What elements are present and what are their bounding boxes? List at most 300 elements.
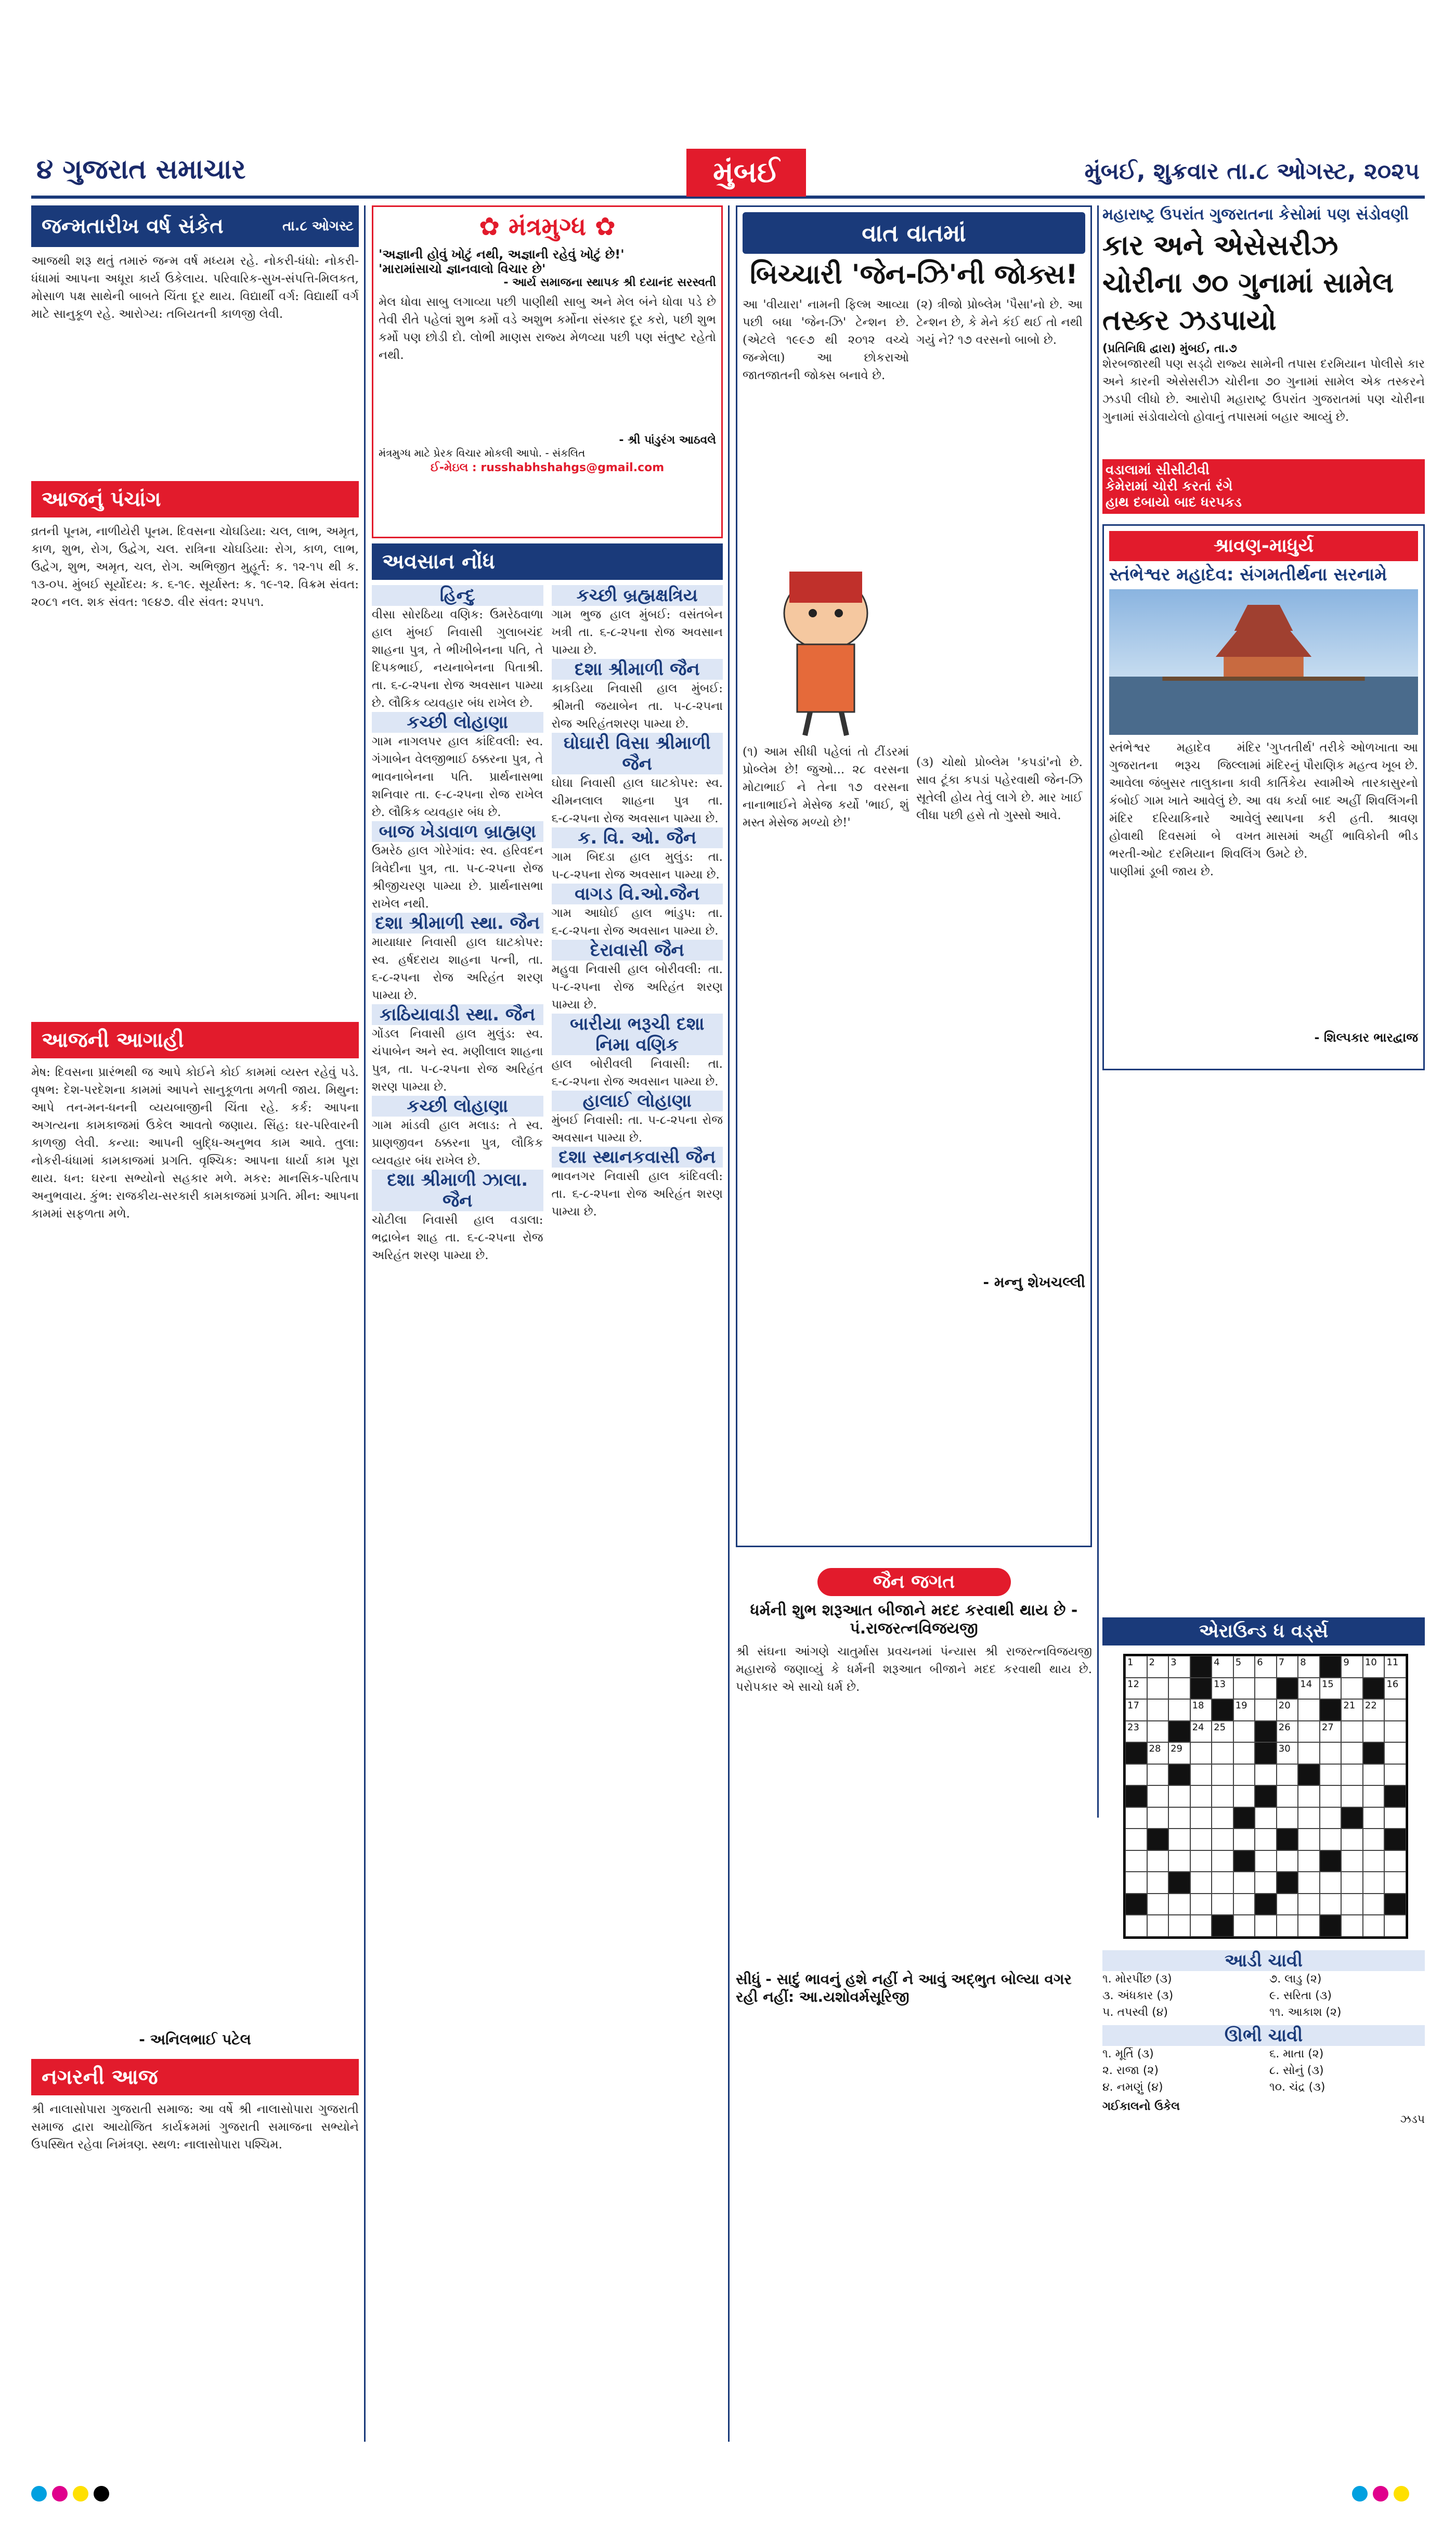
crossword-cell[interactable] bbox=[1320, 1764, 1342, 1786]
down-clue: ૪. નમણું (૪) bbox=[1102, 2081, 1163, 2094]
left-column bbox=[31, 205, 359, 2431]
panchang-text: વ્રતની પૂનમ, નાળીયેરી પૂનમ. દિવસના ચોઘડિયા: ચલ, લાભ, અમૃત, કાળ, શુભ, રોગ, ઉદ્વેગ, ચલ. રાત્રિના ચોઘડિયા: રોગ, કાળ, લાભ, ઉદ્વેગ, શુભ, અમૃત, ચલ, રોગ. અભિજીત મુહૂર્ત: ક. ૧૨-૧૫ થી ક. ૧૩-૦૫. મુંબઈ સૂર્યોદય: ક. ૬-૧૯. સૂર્યાસ્ત: ક. ૧૯-૧૨. વિક્રમ સંવત: ૨૦૮૧ નલ. શક સંવત: ૧૯૪૭. વીર સંવત: ૨૫૫૧. bbox=[31, 525, 359, 609]
crossword-cell[interactable] bbox=[1212, 1829, 1233, 1850]
crossword-cell[interactable] bbox=[1255, 1829, 1277, 1850]
obituary-entry: ગામ માંડવી હાલ મલાડ: તે સ્વ. પ્રાણજીવન ઠક્કરના પુત્ર, લૌકિક વ્યવહાર બંધ રાખેલ છે. bbox=[372, 1119, 543, 1168]
crossword-cell bbox=[1255, 1894, 1277, 1915]
crossword-cell bbox=[1168, 1721, 1190, 1743]
joke-text-3: (૨) ત્રીજો પ્રોબ્લેમ 'પૈસા'નો છે. આ ટેન્શન છે, કે મેને કંઈ થઈ તો નથી ગયું ને? ૧૭ વરસનો બાબો છે. bbox=[916, 298, 1083, 347]
column-divider bbox=[364, 205, 366, 2442]
crossword-cell bbox=[1384, 1894, 1406, 1915]
crossword-cell[interactable] bbox=[1212, 1764, 1233, 1786]
crossword-grid bbox=[1123, 1654, 1408, 1939]
crossword-cell[interactable] bbox=[1384, 1721, 1406, 1743]
down-clue: ૧. મૂર્તિ (૩) bbox=[1102, 2047, 1154, 2061]
crossword-cell[interactable] bbox=[1147, 1872, 1169, 1894]
down-clue: ૧૦. ચંદ્ર (૩) bbox=[1269, 2081, 1325, 2094]
registration-mark bbox=[73, 2486, 88, 2502]
crossword-cell-number: 13 bbox=[1214, 1678, 1226, 1690]
crossword-cell[interactable] bbox=[1363, 1764, 1385, 1786]
crossword-cell-number: 2 bbox=[1149, 1657, 1155, 1668]
obituary-section-header: હાલાઈ લોહાણા bbox=[552, 1091, 723, 1111]
temple-author: - શિલ્પકાર ભારદ્વાજ bbox=[1314, 1030, 1418, 1045]
birthday-date: તા.૮ ઓગસ્ટ bbox=[282, 218, 354, 234]
crossword-cell[interactable] bbox=[1168, 1850, 1190, 1872]
mantra-title-text: મંત્રમુગ્ધ bbox=[508, 212, 587, 241]
crossword-cell[interactable] bbox=[1125, 1850, 1147, 1872]
temple-text-1: સ્તંભેશ્વર મહાદેવ મંદિર ગુજરાતના ભરૂચ જિલ્લામાં આવેલા જંબુસર તાલુકાના કાવી કંબોઈ ગામ ખાતે આવેલું છે. આ મંદિર દરિયાકિનારે આવેલું હોવાથી દિવસમાં બે વખત ભરતી-ઓટ દરમિયાન શિવલિંગ પાણીમાં ડૂબી જાય છે. bbox=[1109, 741, 1261, 878]
crossword-cell[interactable] bbox=[1168, 1894, 1190, 1915]
crossword-cell[interactable] bbox=[1363, 1829, 1385, 1850]
crossword-cell[interactable] bbox=[1168, 1656, 1190, 1678]
masthead bbox=[31, 149, 1425, 199]
crossword-clues bbox=[1102, 1950, 1425, 2126]
crossword-cell[interactable] bbox=[1277, 1699, 1298, 1721]
across-clue: ૩. અંધકાર (૩) bbox=[1102, 1989, 1174, 2002]
crossword-cell bbox=[1212, 1915, 1233, 1937]
registration-mark bbox=[1373, 2486, 1388, 2502]
crossword-cell bbox=[1277, 1872, 1298, 1894]
dharma-section bbox=[736, 1568, 1092, 2431]
crossword-cell[interactable] bbox=[1233, 1829, 1255, 1850]
crossword-cell[interactable] bbox=[1277, 1894, 1298, 1915]
obituary-entry: ગોંડલ નિવાસી હાલ મુલુંડ: સ્વ. ચંપાબેન અને સ્વ. મણીલાલ શાહના પુત્ર, તા. ૫-૮-૨૫ના રોજ અરિહંત શરણ પામ્યા છે. bbox=[372, 1027, 543, 1094]
crossword-cell[interactable] bbox=[1168, 1742, 1190, 1764]
joke-headline: બિચ્ચારી 'જેન-ઝિ'ની જોક્સ! bbox=[750, 259, 1078, 290]
crossword-cell[interactable] bbox=[1277, 1807, 1298, 1829]
obituary-section-header: બારીયા ભરૂચી દશા નિમા વણિક bbox=[552, 1014, 723, 1055]
crossword-cell[interactable] bbox=[1255, 1915, 1277, 1937]
crossword-cell[interactable] bbox=[1277, 1656, 1298, 1678]
obituary-entry: કાકડિયા નિવાસી હાલ મુંબઈ: શ્રીમતી જયાબેન તા. ૫-૮-૨૫ના રોજ અરિહંતશરણ પામ્યા છે. bbox=[551, 682, 723, 731]
crossword-cell[interactable] bbox=[1341, 1678, 1363, 1700]
crossword-cell[interactable] bbox=[1384, 1678, 1406, 1700]
crossword-cell[interactable] bbox=[1212, 1721, 1233, 1743]
crossword-cell[interactable] bbox=[1363, 1850, 1385, 1872]
city-title: નગરની આજ bbox=[31, 2059, 359, 2095]
crossword-cell bbox=[1277, 1678, 1298, 1700]
crossword-cell[interactable] bbox=[1147, 1699, 1169, 1721]
joke-column bbox=[736, 205, 1092, 1558]
crossword-cell bbox=[1277, 1829, 1298, 1850]
crossword-cell[interactable] bbox=[1255, 1678, 1277, 1700]
crossword-cell-number: 5 bbox=[1235, 1657, 1242, 1668]
crossword-cell[interactable] bbox=[1168, 1915, 1190, 1937]
birthday-title: જન્મતારીખ વર્ષ સંકેત bbox=[42, 214, 224, 238]
crossword-cell[interactable] bbox=[1341, 1764, 1363, 1786]
crossword-cell[interactable] bbox=[1190, 1742, 1212, 1764]
crossword-cell[interactable] bbox=[1147, 1721, 1169, 1743]
news-highlight-line: વડાલામાં સીસીટીવી bbox=[1106, 462, 1210, 478]
crossword-cell bbox=[1320, 1699, 1342, 1721]
forecast-text: મેષ: દિવસના પ્રારંભથી જ આપે કોઈને કોઈ કામમાં વ્યસ્ત રહેવું પડે. વૃષભ: દેશ-પરદેશના કામમાં આપને સાનુકૂળતા મળતી જાય. મિથુન: આપે તન-મન-ધનની વ્યયબાજીની ચિંતા રહે. કર્ક: આપના અગત્યના કામકાજમાં ઉકેલ આવતો જણાય. સિંહ: ઘર-પરિવારની કાળજી લેવી. કન્યા: આપની બુદ્ધિ-અનુભવ કામ આવે. તુલા: નોકરી-ધંધામાં કામકાજમાં પ્રગતિ. વૃશ્ચિક: આપના ધાર્યા કામ પૂરા થાય. ધન: ઘરના સભ્યોનો સહકાર મળે. મકર: માનસિક-પરિતાપ અનુભવાય. કુંભ: રાજકીય-સરકારી કામકાજમાં પ્રગતિ. મીન: આપના કામમાં સફળતા મળે. bbox=[31, 1066, 359, 1221]
crossword-cell bbox=[1212, 1699, 1233, 1721]
crossword-cell[interactable] bbox=[1341, 1915, 1363, 1937]
crossword-cell[interactable] bbox=[1255, 1764, 1277, 1786]
crossword-cell[interactable] bbox=[1233, 1656, 1255, 1678]
crossword-cell bbox=[1125, 1742, 1147, 1764]
crossword-cell[interactable] bbox=[1320, 1721, 1342, 1743]
crossword-cell[interactable] bbox=[1277, 1850, 1298, 1872]
crossword-cell[interactable] bbox=[1320, 1872, 1342, 1894]
joke-text-2: (૧) આમ સીધી પહેલાં તો ટીંડરમાં પ્રોબ્લેમ છે! જુઓ... ૨૮ વરસના મોટાભાઈ ને તેના ૧૭ વરસના નાનાભાઈને મેસેજ કર્યો 'ભાઈ, શું મસ્ત મેસેજ મળ્યો છે!' bbox=[743, 745, 909, 830]
joke-right bbox=[916, 296, 1083, 1274]
crossword-cell[interactable] bbox=[1298, 1807, 1320, 1829]
crossword-cell[interactable] bbox=[1320, 1894, 1342, 1915]
obituary-entry: ગામ ભુજ હાલ મુંબઈ: વસંતબેન ખત્રી તા. ૬-૮-૨૫ના રોજ અવસાન પામ્યા છે. bbox=[551, 608, 723, 657]
crossword-cell bbox=[1125, 1894, 1147, 1915]
crossword-cell[interactable] bbox=[1125, 1656, 1147, 1678]
crossword-cell[interactable] bbox=[1190, 1894, 1212, 1915]
crossword-cell[interactable] bbox=[1168, 1807, 1190, 1829]
obituary-section-header: કચ્છી લોહાણા bbox=[372, 1096, 543, 1117]
crossword-footer: ઝડપ bbox=[1400, 2113, 1425, 2126]
crossword-cell bbox=[1147, 1829, 1169, 1850]
crossword-cell[interactable] bbox=[1277, 1785, 1298, 1807]
mantra-author-2: - શ્રી પાંડુરંગ આઠવલે bbox=[619, 434, 716, 447]
obituary-entry: વીસા સોરઠિયા વણિક: ઉમરેઠવાળા હાલ મુંબઈ નિવાસી ગુલાબચંદ શાહના પુત્ર, તે ભીખીબેનના પતિ, તે દિપકભાઈ, નયનાબેનના પિતાશ્રી. તા. ૬-૮-૨૫ના રોજ અવસાન પામ્યા છે. લૌકિક વ્યવહાર બંધ રાખેલ છે. bbox=[372, 608, 543, 710]
joke-body bbox=[743, 296, 1085, 1274]
crossword-cell-number: 8 bbox=[1300, 1657, 1306, 1668]
crossword-cell[interactable] bbox=[1298, 1894, 1320, 1915]
crossword-cell[interactable] bbox=[1298, 1915, 1320, 1937]
crossword-cell[interactable] bbox=[1320, 1829, 1342, 1850]
crossword-cell-number: 27 bbox=[1321, 1721, 1334, 1733]
crossword-cell[interactable] bbox=[1384, 1764, 1406, 1786]
crossword-cell[interactable] bbox=[1190, 1872, 1212, 1894]
crossword-cell[interactable] bbox=[1212, 1656, 1233, 1678]
registration-mark bbox=[52, 2486, 68, 2502]
obituary-entry: ગામ આધોઈ હાલ ભાંડુપ: તા. ૬-૮-૨૫ના રોજ અવસાન પામ્યા છે. bbox=[551, 906, 723, 938]
obituary-entry: ભાવનગર નિવાસી હાલ કાંદિવલી: તા. ૬-૮-૨૫ના રોજ અરિહંત શરણ પામ્યા છે. bbox=[551, 1170, 723, 1219]
crossword-cell[interactable] bbox=[1341, 1656, 1363, 1678]
crossword-cell[interactable] bbox=[1363, 1894, 1385, 1915]
crossword-cell[interactable] bbox=[1363, 1721, 1385, 1743]
obituary-entry: મુંબઈ નિવાસી: તા. ૫-૮-૨૫ના રોજ અવસાન પામ્યા છે. bbox=[551, 1113, 723, 1145]
crossword-cell[interactable] bbox=[1168, 1785, 1190, 1807]
crossword-cell[interactable] bbox=[1298, 1678, 1320, 1700]
shravan-box bbox=[1102, 524, 1425, 1070]
crossword-cell[interactable] bbox=[1190, 1699, 1212, 1721]
across-clue: ૭. લાડુ (૨) bbox=[1269, 1973, 1322, 1986]
joke-left bbox=[743, 296, 909, 1274]
page-number-and-paper bbox=[36, 154, 246, 186]
birthday-header bbox=[31, 205, 359, 247]
crossword-cell-number: 28 bbox=[1149, 1743, 1161, 1755]
crossword-cell[interactable] bbox=[1233, 1721, 1255, 1743]
crossword-cell-number: 20 bbox=[1278, 1700, 1291, 1712]
column-divider bbox=[1097, 205, 1099, 1818]
crossword-cell[interactable] bbox=[1363, 1699, 1385, 1721]
crossword-cell-number: 17 bbox=[1127, 1700, 1139, 1712]
crossword-cell bbox=[1255, 1721, 1277, 1743]
obituary-section-header: દશા સ્થાનકવાસી જૈન bbox=[552, 1147, 723, 1168]
crossword-cell[interactable] bbox=[1255, 1872, 1277, 1894]
crossword-cell[interactable] bbox=[1384, 1656, 1406, 1678]
crossword-cell-number: 25 bbox=[1214, 1721, 1226, 1733]
crossword-cell[interactable] bbox=[1147, 1678, 1169, 1700]
crossword-cell[interactable] bbox=[1384, 1742, 1406, 1764]
crossword-cell[interactable] bbox=[1190, 1764, 1212, 1786]
crossword-cell-number: 11 bbox=[1386, 1657, 1399, 1668]
crossword-cell-number: 4 bbox=[1214, 1657, 1220, 1668]
news-text: શેરબજારથી પણ સડ્ઢો રાજ્ય સામેની તપાસ દરમિયાન પોલીસે કાર અને કારની એસેસરીઝ ચોરીના ૭૦ ગુનામાં સામેલ એક તસ્કરને ઝડપી લીધો છે. આરોપી મહારાષ્ટ્ર ઉપરાંત ગુજરાતમાં પણ ચોરીના ગુનામાં સંડોવાયેલો હોવાનું તપાસમાં બહાર આવ્યું છે. bbox=[1102, 357, 1425, 424]
obituary-entry: ગામ બિદડા હાલ મુલુંડ: તા. ૫-૮-૨૫ના રોજ અવસાન પામ્યા છે. bbox=[551, 850, 723, 882]
news-highlight bbox=[1102, 459, 1425, 514]
news-kicker: મહારાષ્ટ્ર ઉપરાંત ગુજરાતના કેસોમાં પણ સંડોવણી bbox=[1102, 205, 1409, 224]
crossword-cell[interactable] bbox=[1320, 1785, 1342, 1807]
crossword-section bbox=[1102, 1617, 1425, 2434]
dharma-text: શ્રી સંઘના આંગણે ચાતુર્માસ પ્રવચનમાં પંન્યાસ શ્રી રાજરત્નવિજયજી મહારાજે જણાવ્યું કે ધર્મની શરૂઆત બીજાને મદદ કરવાથી થાય છે. પરોપકાર એ સાચો ધર્મ છે. bbox=[736, 1645, 1092, 1694]
crossword-cell[interactable] bbox=[1255, 1699, 1277, 1721]
lotus-icon: ✿ bbox=[586, 212, 616, 241]
crossword-cell[interactable] bbox=[1125, 1915, 1147, 1937]
mantra-email: ઈ-મેઇલ : russhabhshahgs@gmail.com bbox=[430, 461, 665, 474]
crossword-cell[interactable] bbox=[1255, 1850, 1277, 1872]
crossword-cell[interactable] bbox=[1298, 1785, 1320, 1807]
joke-text-1: આ 'વીયારા' નામની ફિલ્મ આવ્યા પછી બધા 'જેન-ઝિ' ટેન્શન છે. (એટલે ૧૯૯૭ થી ૨૦૧૨ વચ્ચે જન્મેલા) આ છોકરાઓ જાતજાતની જોક્સ બનાવે છે. bbox=[743, 298, 909, 382]
news-headline: કાર અને એસેસરીઝ ચોરીના ૭૦ ગુનામાં સામેલ તસ્કર ઝડપાયો bbox=[1102, 229, 1394, 336]
crossword-cell-number: 15 bbox=[1321, 1678, 1334, 1690]
crossword-cell[interactable] bbox=[1212, 1807, 1233, 1829]
crossword-cell[interactable] bbox=[1147, 1764, 1169, 1786]
joke-text-4: (૩) ચોથો પ્રોબ્લેમ 'કપડાં'નો છે. સાવ ટૂંકા કપડાં પહેરવાથી જેન-ઝિ સૂતેલી હોય તેવું લાગે છે. માર ખાઈ લીધા પછી હસે તો ગુસ્સો આવે. bbox=[916, 756, 1083, 822]
crossword-cell bbox=[1190, 1678, 1212, 1700]
obituary-entry: હાલ બોરીવલી નિવાસી: તા. ૬-૮-૨૫ના રોજ અવસાન પામ્યા છે. bbox=[551, 1057, 723, 1088]
down-title: ઊભી ચાવી bbox=[1102, 2025, 1425, 2046]
crossword-cell[interactable] bbox=[1341, 1721, 1363, 1743]
crossword-cell[interactable] bbox=[1298, 1721, 1320, 1743]
crossword-cell[interactable] bbox=[1298, 1699, 1320, 1721]
down-clue: ૮. સોનું (૩) bbox=[1269, 2064, 1324, 2077]
crossword-cell[interactable] bbox=[1233, 1764, 1255, 1786]
temple-text-columns bbox=[1109, 739, 1418, 1030]
crossword-cell-number: 12 bbox=[1127, 1678, 1139, 1690]
down-clues bbox=[1102, 2046, 1425, 2096]
crossword-cell[interactable] bbox=[1125, 1829, 1147, 1850]
joke-box bbox=[736, 205, 1092, 1547]
crossword-cell[interactable] bbox=[1277, 1742, 1298, 1764]
crossword-cell[interactable] bbox=[1147, 1785, 1169, 1807]
down-clue: ૬. માતા (૨) bbox=[1269, 2047, 1324, 2061]
crossword-cell[interactable] bbox=[1125, 1872, 1147, 1894]
crossword-cell[interactable] bbox=[1277, 1764, 1298, 1786]
crossword-cell[interactable] bbox=[1277, 1915, 1298, 1937]
obituary-entry: મહુવા નિવાસી હાલ બોરીવલી: તા. ૫-૮-૨૫ના રોજ અરિહંત શરણ પામ્યા છે. bbox=[551, 963, 723, 1012]
crossword-cell[interactable] bbox=[1190, 1785, 1212, 1807]
page-number: ૪ bbox=[36, 154, 54, 185]
dharma-title: જૈન જગત bbox=[817, 1568, 1011, 1596]
crossword-cell[interactable] bbox=[1298, 1850, 1320, 1872]
crossword-cell-number: 21 bbox=[1343, 1700, 1356, 1712]
obituary-section-header: વાગડ વિ.ઓ.જૈન bbox=[552, 884, 723, 904]
crossword-cell bbox=[1341, 1807, 1363, 1829]
crossword-cell bbox=[1363, 1742, 1385, 1764]
crossword-cell-number: 22 bbox=[1364, 1700, 1377, 1712]
crossword-cell[interactable] bbox=[1233, 1678, 1255, 1700]
mantra-title bbox=[379, 212, 716, 242]
crossword-cell[interactable] bbox=[1212, 1785, 1233, 1807]
temple-text-2: 'ગુપ્તતીર્થ' તરીકે ઓળખાતા આ મંદિરનું પૌરાણિક મહત્વ ખૂબ છે. કાર્તિકેય સ્વામીએ તારકાસુરનો વધ કર્યા બાદ અહીં શિવલિંગની સ્થાપના કરી હતી. શ્રાવણ માસમાં અહીં ભાવિકોની ભીડ ઉમટે છે. bbox=[1266, 741, 1418, 861]
crossword-cell[interactable] bbox=[1147, 1915, 1169, 1937]
crossword-cell[interactable] bbox=[1125, 1764, 1147, 1786]
crossword-cell[interactable] bbox=[1212, 1850, 1233, 1872]
crossword-cell[interactable] bbox=[1168, 1829, 1190, 1850]
crossword-cell[interactable] bbox=[1384, 1850, 1406, 1872]
crossword-cell[interactable] bbox=[1233, 1894, 1255, 1915]
mantra-footer: મંત્રમુગ્ધ માટે પ્રેરક વિચાર મોકલી આપો. - સંકલિત bbox=[379, 447, 586, 459]
crossword-cell-number: 10 bbox=[1364, 1657, 1377, 1668]
crossword-cell[interactable] bbox=[1168, 1678, 1190, 1700]
joke-title: વાત વાતમાં bbox=[743, 212, 1085, 254]
crossword-cell[interactable] bbox=[1341, 1742, 1363, 1764]
crossword-cell bbox=[1363, 1678, 1385, 1700]
temple-photo bbox=[1109, 589, 1418, 735]
lotus-icon: ✿ bbox=[479, 212, 509, 241]
crossword-cell-number: 24 bbox=[1192, 1721, 1204, 1733]
panchang-title: આજનું પંચાંગ bbox=[31, 481, 359, 517]
obituary-entry: ગામ નાગલપર હાલ કાંદિવલી: સ્વ. ગંગાબેન વેલજીભાઈ ઠક્કરના પુત્ર, તે ભાવનાબેનના પતિ. પ્રાર્થનાસભા શનિવાર તા. ૯-૮-૨૫ના રોજ રાખેલ છે. લૌકિક વ્યવહાર બંધ છે. bbox=[372, 735, 543, 819]
temple-headline: સ્તંભેશ્વર મહાદેવ: સંગમતીર્થના સરનામે bbox=[1109, 564, 1387, 585]
crossword-cell-number: 16 bbox=[1386, 1678, 1399, 1690]
crossword-cell[interactable] bbox=[1147, 1742, 1169, 1764]
crossword-cell bbox=[1298, 1764, 1320, 1786]
crossword-cell[interactable] bbox=[1212, 1742, 1233, 1764]
crossword-cell-number: 23 bbox=[1127, 1721, 1139, 1733]
crossword-cell bbox=[1320, 1656, 1342, 1678]
birthday-text: આજથી શરૂ થતું તમારું જન્મ વર્ષ મધ્યમ રહે. નોકરી-ધંધો: નોકરી-ધંધામાં આપના અધૂરા કાર્ય ઉકેલાય. પરિવારિક-સુખ-સંપત્તિ-મિલકત, મોસાળ પક્ષ સાથેની બાબતે ચિંતા દૂર થાય. વિદ્યાર્થી વર્ગ: વિદ્યાર્થી વર્ગ માટે સાનુકૂળ રહે. આરોગ્ય: તબિયતની કાળજી લેવી. bbox=[31, 254, 359, 321]
registration-mark bbox=[31, 2486, 47, 2502]
crossword-cell[interactable] bbox=[1384, 1699, 1406, 1721]
crossword-cell[interactable] bbox=[1147, 1656, 1169, 1678]
crossword-cell[interactable] bbox=[1125, 1721, 1147, 1743]
obituary-section-header: બાજ ખેડાવાળ બ્રાહ્મણ bbox=[372, 821, 543, 842]
across-clues bbox=[1102, 1971, 1425, 2021]
crossword-cell[interactable] bbox=[1233, 1915, 1255, 1937]
crossword-cell bbox=[1233, 1807, 1255, 1829]
middle-left-column bbox=[372, 205, 723, 2431]
crossword-cell[interactable] bbox=[1147, 1807, 1169, 1829]
issue-date: મુંબઈ, શુક્રવાર તા.૮ ઓગસ્ટ, ૨૦૨૫ bbox=[1084, 158, 1420, 185]
crossword-cell[interactable] bbox=[1341, 1850, 1363, 1872]
crossword-cell-number: 9 bbox=[1343, 1657, 1349, 1668]
crossword-cell[interactable] bbox=[1384, 1915, 1406, 1937]
crossword-cell[interactable] bbox=[1190, 1721, 1212, 1743]
obituary-section-header: કાઠિયાવાડી સ્થા. જૈન bbox=[372, 1004, 543, 1025]
crossword-cell-number: 19 bbox=[1235, 1700, 1247, 1712]
news-highlight-line: કેમેરામાં ચોરી કરતાં રંગે bbox=[1106, 478, 1233, 494]
crossword-cell-number: 7 bbox=[1278, 1657, 1285, 1668]
crossword-cell[interactable] bbox=[1363, 1915, 1385, 1937]
crossword-cell[interactable] bbox=[1341, 1699, 1363, 1721]
news-highlight-line: હાથ દબાયો બાદ ધરપકડ bbox=[1106, 495, 1242, 510]
obituary-section-header: કચ્છી બ્રહ્મક્ષત્રિય bbox=[552, 585, 723, 606]
crossword-cell[interactable] bbox=[1320, 1678, 1342, 1700]
forecast-author: - અનિલભાઈ પટેલ bbox=[139, 2031, 251, 2048]
crossword-cell[interactable] bbox=[1147, 1894, 1169, 1915]
crossword-cell[interactable] bbox=[1125, 1678, 1147, 1700]
obituary-section-header: કચ્છી લોહાણા bbox=[372, 712, 543, 733]
crossword-cell[interactable] bbox=[1320, 1807, 1342, 1829]
crossword-cell[interactable] bbox=[1255, 1807, 1277, 1829]
crossword-cell bbox=[1168, 1872, 1190, 1894]
obituary-section-header: દેરાવાસી જૈન bbox=[552, 940, 723, 961]
mantra-box bbox=[372, 205, 723, 538]
crossword-cell[interactable] bbox=[1212, 1894, 1233, 1915]
dharma-headline: ધર્મની શુભ શરૂઆત બીજાને મદદ કરવાથી થાય છે - પં.રાજરત્નવિજયજી bbox=[750, 1601, 1078, 1638]
crossword-cell[interactable] bbox=[1233, 1742, 1255, 1764]
registration-mark bbox=[1394, 2486, 1409, 2502]
crossword-title: એરાઉન્ડ ધ વર્ડ્સ bbox=[1102, 1617, 1425, 1645]
crossword-cell[interactable] bbox=[1363, 1656, 1385, 1678]
forecast-title: આજની આગાહી bbox=[31, 1022, 359, 1058]
crossword-cell[interactable] bbox=[1190, 1915, 1212, 1937]
crossword-cell[interactable] bbox=[1190, 1850, 1212, 1872]
crossword-cell[interactable] bbox=[1384, 1807, 1406, 1829]
crossword-cell[interactable] bbox=[1363, 1872, 1385, 1894]
registration-mark bbox=[1352, 2486, 1368, 2502]
across-title: આડી ચાવી bbox=[1102, 1950, 1425, 1971]
city-text: શ્રી નાલાસોપારા ગુજરાતી સમાજ: આ વર્ષે શ્રી નાલાસોપારા ગુજરાતી સમાજ દ્વારા આયોજિત કાર્યક્રમમાં ગુજરાતી સમાજના સભ્યોને ઉપસ્થિત રહેવા નિમંત્રણ. સ્થળ: નાલાસોપારા પશ્ચિમ. bbox=[31, 2103, 359, 2152]
crossword-cell bbox=[1125, 1785, 1147, 1807]
crossword-cell[interactable] bbox=[1298, 1872, 1320, 1894]
obituary-section-header: હિન્દુ bbox=[372, 585, 543, 606]
crossword-cell[interactable] bbox=[1320, 1742, 1342, 1764]
crossword-cell bbox=[1320, 1850, 1342, 1872]
obituary-section-header: ઘોઘારી વિસા શ્રીમાળી જૈન bbox=[552, 733, 723, 774]
registration-mark bbox=[94, 2486, 109, 2502]
crossword-cell[interactable] bbox=[1384, 1872, 1406, 1894]
crossword-cell[interactable] bbox=[1277, 1721, 1298, 1743]
obituary-section-header: દશા શ્રીમાળી સ્થા. જૈન bbox=[372, 913, 543, 934]
crossword-cell[interactable] bbox=[1168, 1699, 1190, 1721]
crossword-cell[interactable] bbox=[1341, 1785, 1363, 1807]
across-clue: ૫. તપસ્વી (૪) bbox=[1102, 2006, 1168, 2019]
crossword-cell[interactable] bbox=[1298, 1656, 1320, 1678]
crossword-answer-label: ગઈકાલનો ઉકેલ bbox=[1102, 2100, 1180, 2113]
across-clue: ૧૧. આકાશ (૨) bbox=[1269, 2006, 1342, 2019]
crossword-cell-number: 26 bbox=[1278, 1721, 1291, 1733]
crossword-cell[interactable] bbox=[1363, 1785, 1385, 1807]
crossword-cell[interactable] bbox=[1233, 1872, 1255, 1894]
column-divider bbox=[728, 205, 730, 2442]
crossword-cell bbox=[1255, 1785, 1277, 1807]
crossword-cell[interactable] bbox=[1212, 1678, 1233, 1700]
crossword-cell[interactable] bbox=[1341, 1894, 1363, 1915]
crossword-cell[interactable] bbox=[1341, 1872, 1363, 1894]
crossword-cell[interactable] bbox=[1212, 1872, 1233, 1894]
cartoon-icon bbox=[748, 551, 904, 738]
mantra-quote-2: 'મારામાંસાચો જ્ઞાનવાલો વિચાર છે' bbox=[379, 262, 546, 276]
crossword-cell[interactable] bbox=[1363, 1807, 1385, 1829]
crossword-cell[interactable] bbox=[1125, 1807, 1147, 1829]
crossword-cell[interactable] bbox=[1125, 1699, 1147, 1721]
crossword-cell[interactable] bbox=[1298, 1742, 1320, 1764]
crossword-cell[interactable] bbox=[1233, 1699, 1255, 1721]
obituary-title: અવસાન નોંધ bbox=[372, 543, 723, 580]
crossword-cell[interactable] bbox=[1255, 1656, 1277, 1678]
crossword-cell[interactable] bbox=[1233, 1785, 1255, 1807]
obituary-entry: માયાધાર નિવાસી હાલ ઘાટકોપર: સ્વ. હર્ષદરાય શાહના પત્ની, તા. ૬-૮-૨૫ના રોજ અરિહંત શરણ પામ્યા છે. bbox=[372, 936, 543, 1002]
crossword-cell[interactable] bbox=[1341, 1829, 1363, 1850]
crossword-cell[interactable] bbox=[1298, 1829, 1320, 1850]
crossword-cell[interactable] bbox=[1190, 1807, 1212, 1829]
crossword-cell[interactable] bbox=[1190, 1829, 1212, 1850]
crossword-cell bbox=[1255, 1742, 1277, 1764]
dharma-subheadline: સીધું - સાદું ભાવનું હશે નહીં ને આવું અદ્ભુત બોલ્યા વગર રહી નહીં: આ.યશોવર્મસૂરિજી bbox=[736, 1971, 1072, 2005]
crossword-cell[interactable] bbox=[1147, 1850, 1169, 1872]
crossword-cell bbox=[1384, 1785, 1406, 1807]
